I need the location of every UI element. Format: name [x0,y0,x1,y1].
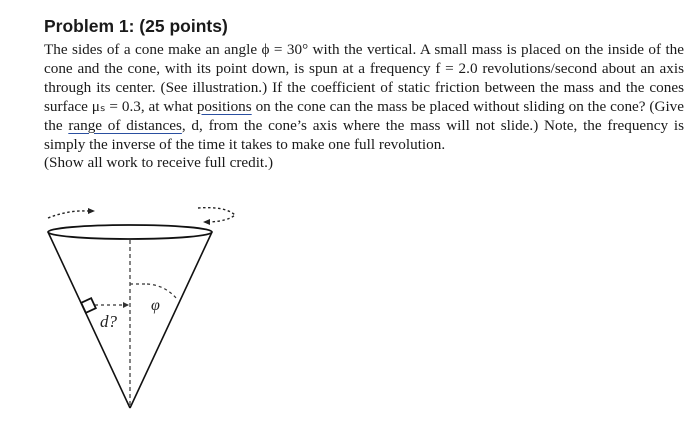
distance-label: d? [100,312,117,331]
rotation-arrow-left-icon [48,211,88,218]
highlight-positions: positions [196,97,252,115]
cone-side-right [130,232,212,408]
cone-side-left [48,232,130,408]
statement-part-1: The sides of a cone make an angle ϕ = 30° with the vertical. A small mass is placed on the inside of the cone and the cone, with its point down, is spun at a frequency f = 2.0 revolutions/second about an axis through its center. (See illustration.) If the coefficient of static friction between the mass and the cones surface μₛ = 0.3, at what [44,41,684,115]
statement-part-2: on the cone can the mass be placed without sliding on the cone? (Give the [44,97,685,134]
credit-note: (Show all work to receive full credit.) [44,154,273,172]
cone-rim [48,225,212,239]
distance-arrowhead-icon [123,302,129,308]
mass-block [81,298,96,313]
rotation-arrowhead-left-icon [88,208,95,214]
angle-label: φ [151,297,160,314]
rotation-arrow-right-icon [198,208,235,222]
rotation-arrowhead-right-icon [203,219,210,225]
problem-title: Problem 1: (25 points) [44,16,228,36]
highlight-range-of-distances: range of distances [68,116,182,134]
statement-part-3: , d, from the cone’s axis where the mass will not slide.) Note, the frequency is simply the inverse of the time it takes to make one full revolution. [44,116,684,153]
